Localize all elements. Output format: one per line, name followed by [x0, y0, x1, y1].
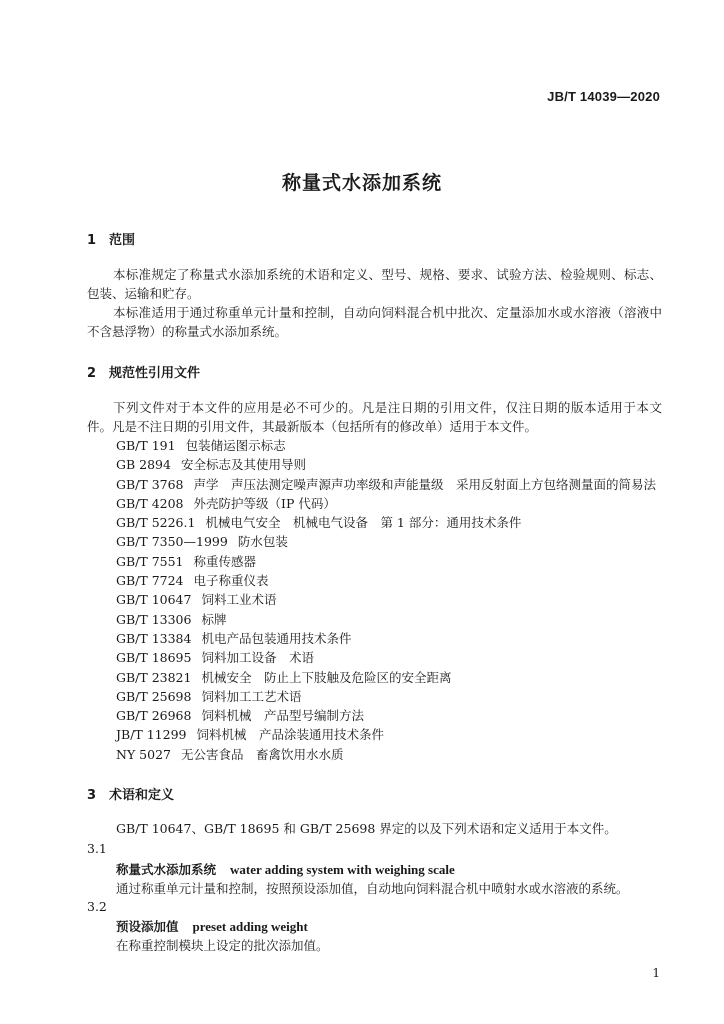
reference-code: GB/T 4208	[116, 495, 184, 511]
terms-intro: GB/T 10647、GB/T 18695 和 GB/T 25698 界定的以及下列术语和定义适用于本文件。	[116, 821, 617, 836]
reference-code: GB/T 18695	[116, 650, 192, 666]
reference-title: 饲料加工设备 术语	[201, 650, 314, 666]
section-3-heading	[87, 784, 174, 803]
reference-item	[116, 590, 656, 609]
term-3-2-en: preset adding weight	[192, 919, 308, 934]
reference-item	[116, 436, 656, 455]
term-3-2	[116, 917, 308, 935]
reference-code: GB 2894	[116, 457, 171, 473]
reference-code: GB/T 23821	[116, 669, 192, 685]
clause-3-1-number: 3.1	[87, 841, 107, 856]
reference-title: 无公害食品 畜禽饮用水水质	[180, 746, 344, 762]
section-1-heading	[87, 229, 135, 248]
reference-title: 安全标志及其使用导则	[180, 457, 306, 473]
reference-item	[116, 706, 656, 725]
reference-code: GB/T 7350—1999	[116, 534, 228, 550]
reference-code: NY 5027	[116, 746, 171, 762]
term-3-1-definition: 通过称重单元计量和控制，按照预设添加值，自动地向饲料混合机中喷射水或水溶液的系统。	[116, 881, 629, 896]
reference-item	[116, 745, 656, 764]
reference-item	[116, 513, 656, 532]
reference-code: GB/T 10647	[116, 592, 192, 608]
reference-title: 称重传感器	[193, 553, 257, 569]
reference-title: 饲料加工工艺术语	[201, 688, 302, 704]
reference-list	[116, 436, 656, 764]
term-3-1-en: water adding system with weighing scale	[230, 862, 455, 877]
section-1-title: 范围	[109, 233, 136, 248]
reference-code: GB/T 13306	[116, 611, 192, 627]
section-2-number: 2	[87, 366, 97, 381]
reference-title: 外壳防护等级（IP 代码）	[193, 495, 336, 511]
reference-code: GB/T 191	[116, 438, 176, 453]
reference-title: 包装储运图示标志	[185, 438, 286, 453]
reference-item	[116, 475, 656, 494]
reference-title: 饲料工业术语	[201, 592, 277, 608]
clause-3-2-number: 3.2	[87, 899, 107, 914]
references-intro: 下列文件对于本文件的应用是必不可少的。凡是注日期的引用文件，仅注日期的版本适用于本文件。凡是不注日期的引用文件，其最新版本（包括所有的修改单）适用于本文件。	[87, 400, 662, 434]
reference-item	[116, 532, 656, 551]
reference-item	[116, 552, 656, 571]
reference-title: 机电产品包装通用技术条件	[201, 630, 352, 646]
reference-title: 防水包装	[237, 534, 288, 550]
reference-code: GB/T 3768	[116, 476, 184, 492]
scope-paragraph-1: 本标准规定了称量式水添加系统的术语和定义、型号、规格、要求、试验方法、检验规则、标志、包装、运输和贮存。	[87, 267, 662, 301]
page-number: 1	[652, 966, 660, 980]
document-title: 称量式水添加系统	[281, 172, 442, 194]
reference-title: 饲料机械 产品涂装通用技术条件	[196, 727, 384, 743]
reference-item	[116, 494, 656, 513]
reference-item	[116, 725, 656, 744]
term-3-1-zh: 称量式水添加系统	[116, 862, 217, 877]
reference-title: 电子称重仪表	[193, 573, 269, 589]
scope-paragraph-2: 本标准适用于通过称重单元计量和控制，自动向饲料混合机中批次、定量添加水或水溶液（溶液中不含悬浮物）的称量式水添加系统。	[87, 305, 662, 339]
reference-code: GB/T 25698	[116, 688, 192, 704]
term-3-1	[116, 860, 455, 878]
reference-code: GB/T 13384	[116, 630, 192, 646]
reference-item	[116, 610, 656, 629]
section-3-number: 3	[87, 788, 97, 803]
reference-code: JB/T 11299	[116, 727, 187, 743]
reference-item	[116, 629, 656, 648]
reference-title: 机械安全 防止上下肢触及危险区的安全距离	[201, 669, 452, 685]
reference-title: 声学 声压法测定噪声源声功率级和声能量级 采用反射面上方包络测量面的简易法	[193, 476, 657, 492]
term-3-2-zh: 预设添加值	[116, 919, 179, 934]
reference-item	[116, 687, 656, 706]
standard-number: JB/T 14039—2020	[547, 89, 660, 104]
reference-title: 饲料机械 产品型号编制方法	[201, 708, 364, 724]
reference-code: GB/T 7724	[116, 573, 184, 589]
reference-code: GB/T 7551	[116, 553, 184, 569]
reference-code: GB/T 26968	[116, 708, 192, 724]
section-2-title: 规范性引用文件	[109, 366, 201, 381]
reference-item	[116, 648, 656, 667]
reference-item	[116, 571, 656, 590]
reference-item	[116, 455, 656, 474]
reference-title: 标牌	[201, 611, 227, 627]
term-3-2-definition: 在称重控制模块上设定的批次添加值。	[116, 938, 329, 953]
reference-code: GB/T 5226.1	[116, 515, 196, 531]
section-2-heading	[87, 362, 200, 381]
section-1-number: 1	[87, 233, 97, 248]
section-3-title: 术语和定义	[109, 788, 175, 803]
reference-item	[116, 668, 656, 687]
reference-title: 机械电气安全 机械电气设备 第 1 部分：通用技术条件	[205, 515, 522, 531]
